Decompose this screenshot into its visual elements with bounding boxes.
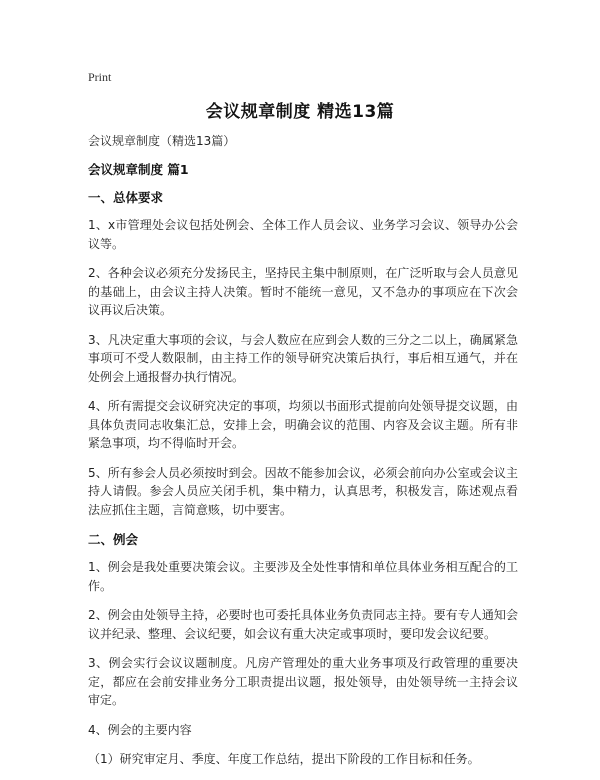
paragraph: 4、所有需提交会议研究决定的事项，均须以书面形式提前向处领导提交议题，由具体负责同志收集汇总，安排上会，明确会议的范围、内容及会议主题。所有非紧急事项，均不得临时开会。 <box>88 399 518 450</box>
paragraph: 4、例会的主要内容 <box>88 722 192 737</box>
paragraph: 5、所有参会人员必须按时到会。因故不能参加会议，必须会前向办公室或会议主持人请假。参会人员应关闭手机，集中精力，认真思考，积极发言，陈述观点看法应抓住主题，言简意赅，切中要害。 <box>88 465 518 517</box>
paragraph: 2、例会由处领导主持，必要时也可委托具体业务负责同志主持。要有专人通知会议并纪录、整理、会议纪要，如会议有重大决定或事项时，要印发会议纪要。 <box>88 608 518 641</box>
paragraph: 2、各种会议必须充分发扬民主，坚持民主集中制原则，在广泛听取与会人员意见的基础上，由会议主持人决策。暂时不能统一意见，又不急办的事项应在下次会议再议后决策。 <box>88 266 518 317</box>
page-title: 会议规章制度 精选13篇 <box>205 102 395 122</box>
paragraph: 1、x市管理处会议包括处例会、全体工作人员会议、业务学习会议、领导办公会议等。 <box>88 218 518 251</box>
document-body <box>88 132 518 780</box>
document-subtitle: 会议规章制度（精选13篇） <box>88 134 236 148</box>
article-heading: 会议规章制度 篇1 <box>88 162 189 177</box>
paragraph: （1）研究审定月、季度、年度工作总结，提出下阶段的工作目标和任务。 <box>88 752 480 766</box>
paragraph: 1、例会是我处重要决策会议。主要涉及全处性事情和单位具体业务相互配合的工作。 <box>88 560 518 593</box>
section-heading-regular-meeting: 二、例会 <box>88 532 139 547</box>
print-link[interactable]: Print <box>88 70 112 84</box>
section-heading-general: 一、总体要求 <box>88 190 164 205</box>
paragraph: 3、例会实行会议议题制度。凡房产管理处的重大业务事项及行政管理的重要决定，都应在会前安排业务分工职责提出议题，报处领导，由处领导统一主持会议审定。 <box>88 656 518 707</box>
paragraph: 3、凡决定重大事项的会议，与会人数应在应到会人数的三分之二以上，确属紧急事项可不受人数限制，由主持工作的领导研究决策后执行，事后相互通气，并在处例会上通报督办执行情况。 <box>88 332 518 384</box>
